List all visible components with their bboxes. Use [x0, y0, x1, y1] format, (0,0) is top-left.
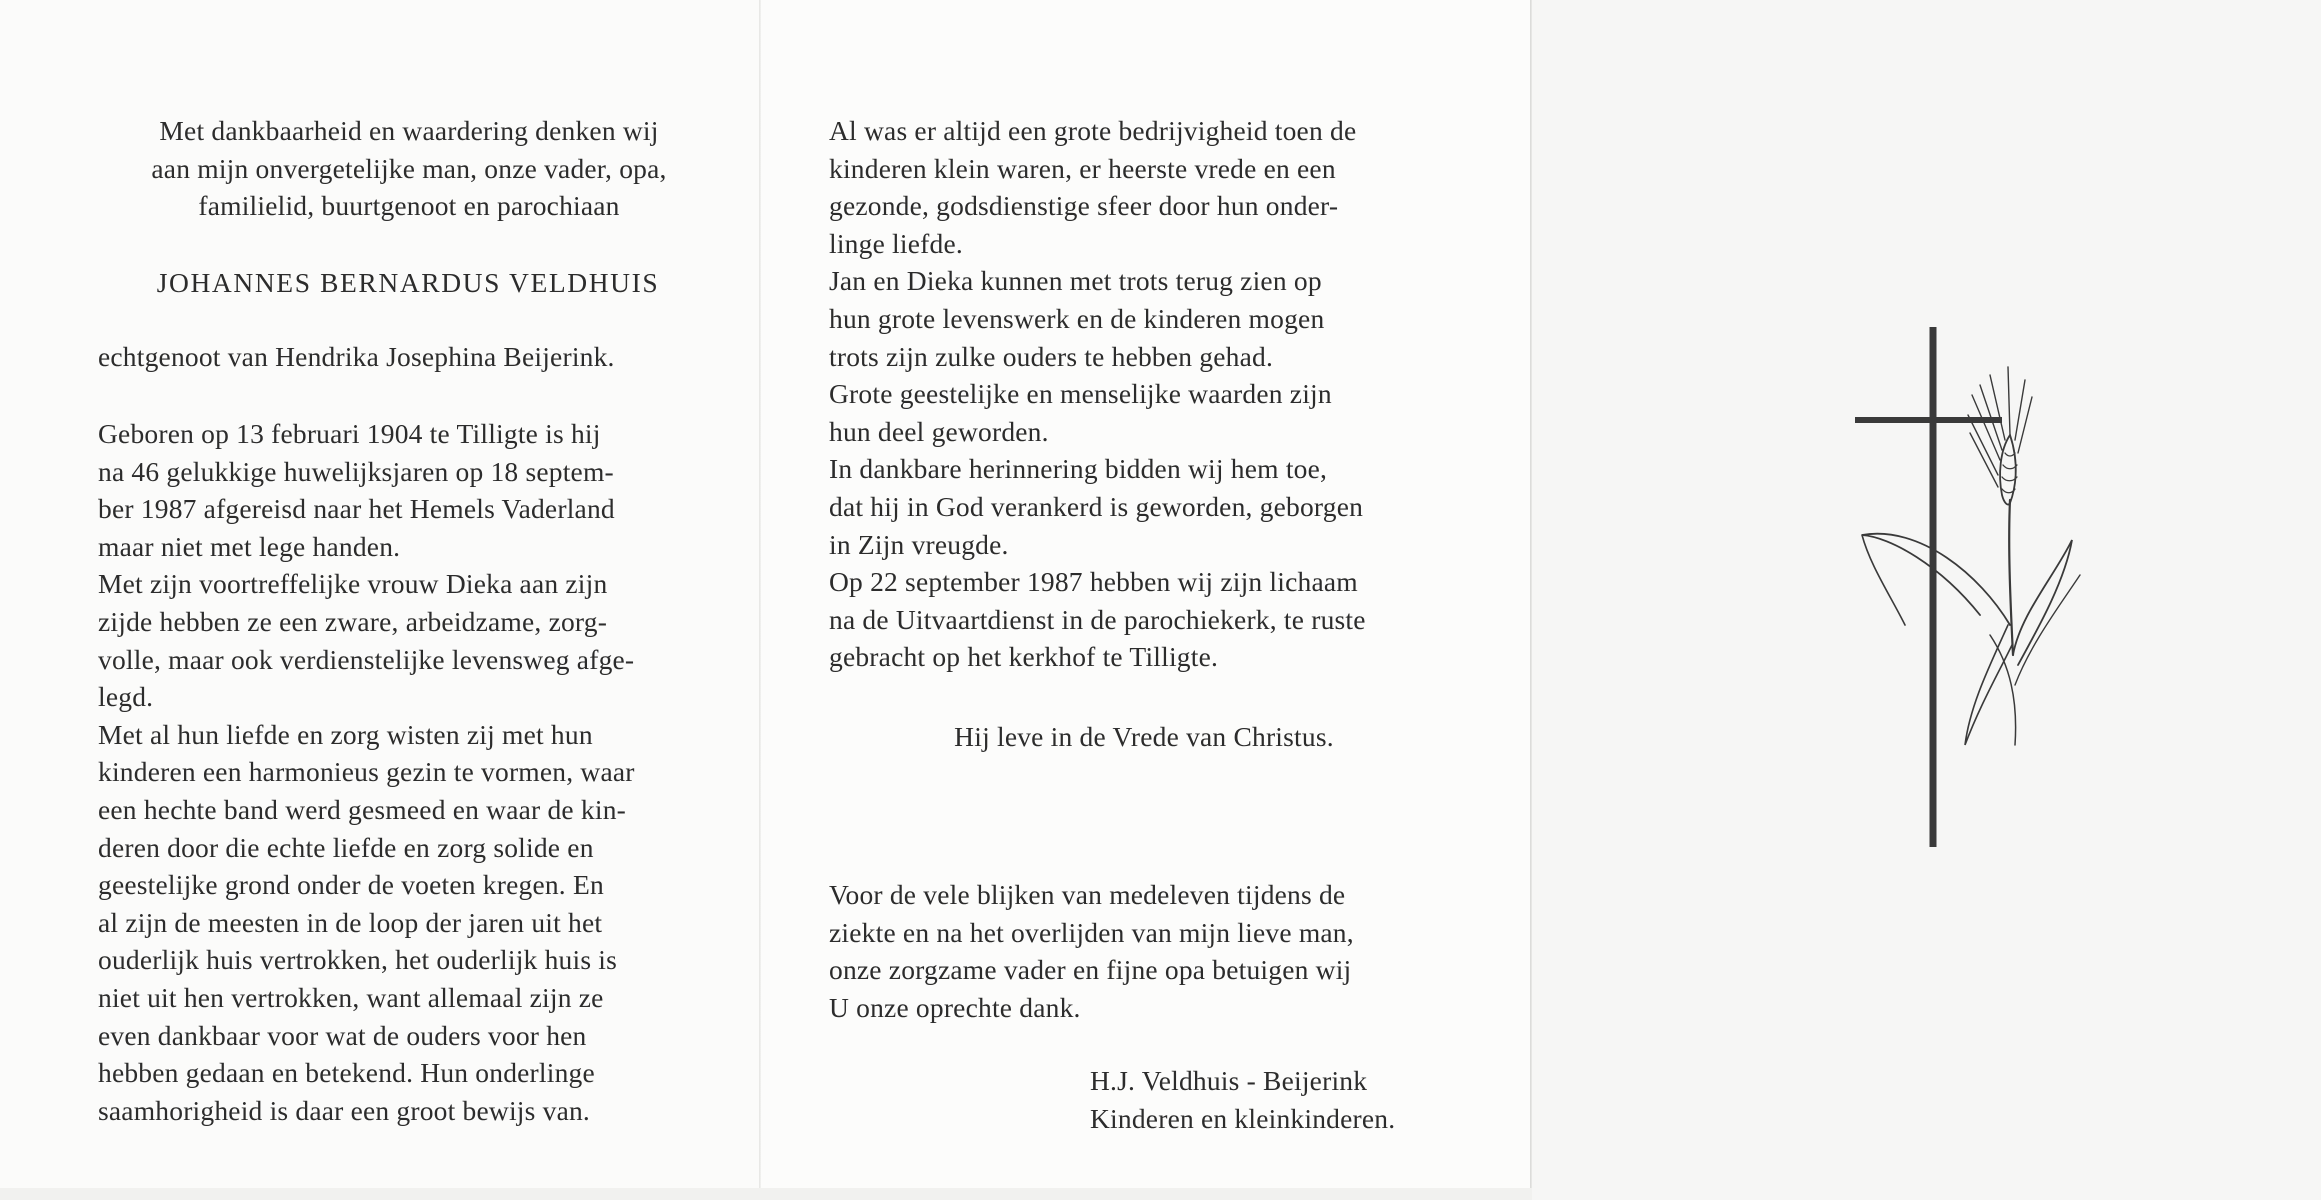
remembrance-line: in Zijn vreugde.: [829, 528, 1009, 560]
remembrance-line: In dankbare herinnering bidden wij hem toe,: [829, 453, 1328, 485]
card-fold-line: [759, 0, 761, 1200]
wheat-leaf-right: [2013, 540, 2072, 665]
remembrance-line: linge liefde.: [829, 227, 963, 259]
remembrance-line: trots zijn zulke ouders te hebben gehad.: [829, 340, 1274, 372]
card-fold-line: [1530, 0, 1532, 1200]
spouse-line-text: echtgenoot van Hendrika Josephina Beijerink.: [98, 341, 615, 372]
deceased-name: [128, 264, 688, 302]
thanks-line: ziekte en na het overlijden van mijn lieve man,: [829, 916, 1354, 948]
biography-line: saamhorigheid is daar een groot bewijs van.: [98, 1094, 590, 1126]
card-bottom-edge: [0, 1188, 1532, 1200]
remembrance-line: hun grote levenswerk en de kinderen mogen: [829, 302, 1325, 334]
intro-line: familielid, buurtgenoot en parochiaan: [198, 190, 620, 222]
signature-line: H.J. Veldhuis - Beijerink: [1090, 1065, 1368, 1096]
thanks-line: onze zorgzame vader en fijne opa betuigen wij: [829, 954, 1352, 986]
thanks-line: U onze oprechte dank.: [829, 991, 1081, 1023]
cross-and-wheat-icon: [1850, 325, 2100, 855]
remembrance-line: hun deel geworden.: [829, 415, 1049, 447]
remembrance-line: dat hij in God verankerd is geworden, geborgen: [829, 490, 1364, 522]
biography-line: ouderlijk huis vertrokken, het ouderlijk huis is: [98, 944, 618, 976]
remembrance-line: Grote geestelijke en menselijke waarden zijn: [829, 378, 1332, 410]
remembrance-line: na de Uitvaartdienst in de parochiekerk, te ruste: [829, 603, 1366, 635]
remembrance-line: Op 22 september 1987 hebben wij zijn lichaam: [829, 566, 1358, 598]
remembrance-line: kinderen klein waren, er heerste vrede en een: [829, 152, 1336, 184]
remembrance-text: [829, 112, 1459, 676]
remembrance-line: gebracht op het kerkhof te Tilligte.: [829, 641, 1219, 673]
biography-line: hebben gedaan en betekend. Hun onderlinge: [98, 1057, 595, 1089]
biography-line: na 46 gelukkige huwelijksjaren op 18 septem-: [98, 455, 614, 487]
thanks-line: Voor de vele blijken van medeleven tijdens de: [829, 879, 1346, 910]
closing-blessing: [829, 718, 1459, 756]
closing-blessing-text: Hij leve in de Vrede van Christus.: [954, 721, 1334, 752]
biography-line: volle, maar ook verdienstelijke levensweg afge-: [98, 643, 635, 675]
biography-line: Geboren op 13 februari 1904 te Tilligte is hij: [98, 418, 601, 449]
biography-line: legd.: [98, 681, 154, 713]
remembrance-line: gezonde, godsdienstige sfeer door hun onder-: [829, 190, 1339, 222]
biography-line: zijde hebben ze een zware, arbeidzame, zorg-: [98, 605, 608, 637]
wheat-stem: [2009, 500, 2013, 655]
wheat-ear: [2000, 435, 2016, 505]
remembrance-line: Al was er altijd een grote bedrijvigheid toen de: [829, 115, 1357, 146]
biography-line: niet uit hen vertrokken, want allemaal zijn ze: [98, 981, 604, 1013]
biography-line: een hechte band werd gesmeed en waar de kin-: [98, 793, 626, 825]
biography-line: even dankbaar voor wat de ouders voor hen: [98, 1019, 587, 1051]
biography-line: Met al hun liefde en zorg wisten zij met hun: [98, 718, 593, 750]
biography-line: al zijn de meesten in de loop der jaren uit het: [98, 906, 603, 938]
signature-block: [1090, 1062, 1470, 1137]
biography-line: kinderen een harmonieus gezin te vormen, waar: [98, 756, 635, 788]
biography-line: deren door die echte liefde en zorg solide en: [98, 831, 594, 863]
thanks-text: [829, 876, 1459, 1026]
biography-line: ber 1987 afgereisd naar het Hemels Vaderland: [98, 493, 615, 525]
biography-line: maar niet met lege handen.: [98, 530, 401, 562]
intro-line: Met dankbaarheid en waardering denken wij: [159, 115, 659, 146]
spouse-line: [98, 338, 720, 376]
deceased-name-text: JOHANNES BERNARDUS VELDHUIS: [156, 267, 660, 298]
intro-line: aan mijn onvergetelijke man, onze vader, opa,: [151, 152, 667, 184]
signature-line: Kinderen en kleinkinderen.: [1090, 1102, 1396, 1134]
wheat-leaf-lower-left: [1965, 625, 2012, 745]
remembrance-line: Jan en Dieka kunnen met trots terug zien op: [829, 265, 1322, 297]
biography-text: [98, 415, 723, 1129]
biography-line: Met zijn voortreffelijke vrouw Dieka aan zijn: [98, 568, 608, 600]
intro-text: [98, 112, 720, 225]
biography-line: geestelijke grond onder de voeten kregen. En: [98, 869, 604, 901]
